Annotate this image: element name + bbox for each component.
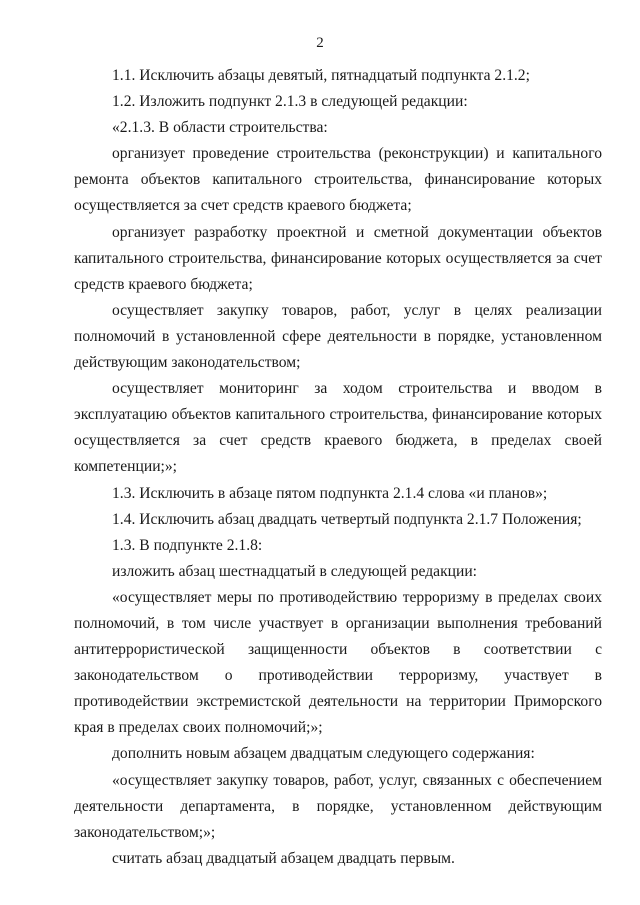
paragraph-1-2: 1.2. Изложить подпункт 2.1.3 в следующей редакции: [112, 93, 468, 111]
paragraph-procurement: осуществляет закупку товаров, работ, услуг в целях реализации полномочий в установленной сфере деятельности в порядке, установленном действующим законодательством; [74, 301, 602, 372]
document-body [74, 63, 602, 872]
paragraph-department-procurement: «осуществляет закупку товаров, работ, услуг, связанных с обеспечением деятельности департамента, в порядке, установленном действующим законодательством;»; [74, 771, 602, 841]
paragraph-construction-organization: организует проведение строительства (реконструкции) и капитального ремонта объектов капитального строительства, финансирование которых осуществляется за счет средств краевого бюджета; [74, 145, 602, 215]
paragraph-1-3-exclude-words: 1.3. Исключить в абзаце пятом подпункта 2.1.4 слова «и планов»; [112, 484, 548, 502]
page-number: 2 [316, 35, 324, 51]
paragraph-1-1: 1.1. Исключить абзацы девятый, пятнадцатый подпункта 2.1.2; [112, 67, 530, 84]
paragraph-counter-terrorism: «осуществляет меры по противодействию терроризму в пределах своих полномочий, в том числе участвует в организации выполнения требований антитеррористической защищенности объектов в соответствии с законодательством о противодействии терроризму, участвует в противодействии экстремистской деятельности на территории Приморского края в пределах своих полномочий;»; [74, 588, 602, 737]
paragraph-1-3-subpoint-2-1-8: 1.3. В подпункте 2.1.8: [112, 536, 263, 554]
paragraph-1-4-exclude-paragraph: 1.4. Исключить абзац двадцать четвертый подпункта 2.1.7 Положения; [112, 510, 582, 528]
paragraph-2-1-3-heading: «2.1.3. В области строительства: [112, 119, 328, 137]
paragraph-restate-sixteenth: изложить абзац шестнадцатый в следующей редакции: [112, 562, 478, 580]
paragraph-add-twentieth: дополнить новым абзацем двадцатым следующего содержания: [112, 745, 535, 763]
paragraph-renumber: считать абзац двадцатый абзацем двадцать первым. [112, 849, 455, 867]
paragraph-design-documentation: организует разработку проектной и сметной документации объектов капитального строительства, финансирование которых осуществляется за счет средств краевого бюджета; [74, 223, 602, 293]
paragraph-monitoring: осуществляет мониторинг за ходом строительства и вводом в эксплуатацию объектов капитального строительства, финансирование которых осуществляется за счет средств краевого бюджета, в пределах своей компетенции;»; [74, 380, 602, 476]
